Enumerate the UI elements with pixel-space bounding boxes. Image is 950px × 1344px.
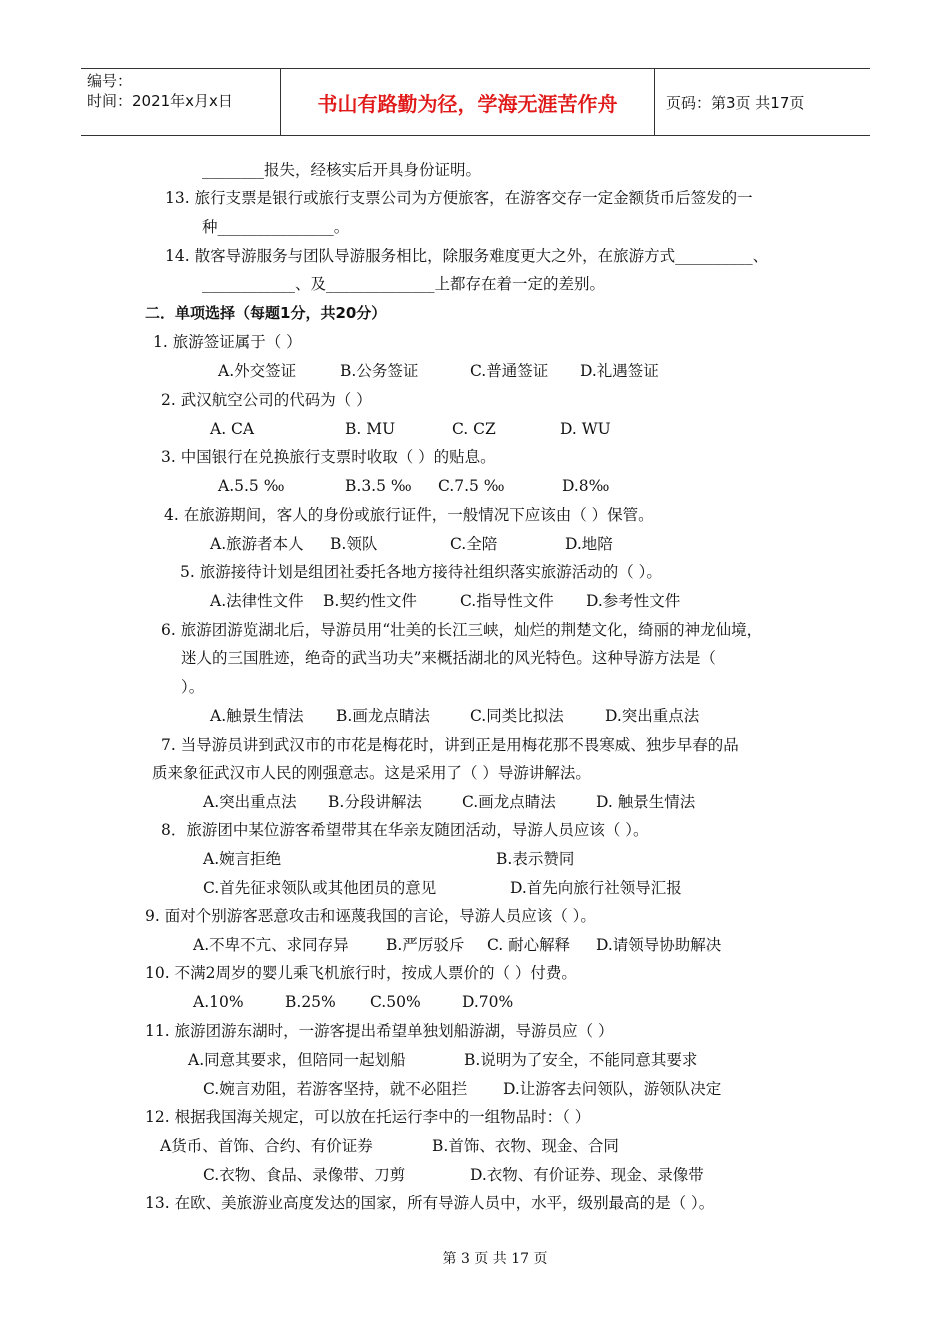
option: D. 触景生情法 — [596, 793, 696, 811]
question-stem: 10. 不满2周岁的婴儿乘飞机旅行时，按成人票价的（ ）付费。 — [145, 964, 577, 982]
header-page-info: 页码：第3页 共17页 — [666, 93, 805, 112]
option: D.突出重点法 — [605, 707, 700, 725]
option: C.7.5 ‰ — [438, 477, 505, 495]
option: A.同意其要求，但陪同一起划船 — [188, 1051, 406, 1069]
option: B.表示赞同 — [496, 850, 575, 868]
page-header — [81, 68, 870, 136]
question-stem: 3. 中国银行在兑换旅行支票时收取（ ）的贴息。 — [161, 448, 496, 466]
option: D.参考性文件 — [586, 592, 681, 610]
option: D.地陪 — [565, 535, 613, 553]
option: A.10% — [193, 993, 244, 1011]
option: D.让游客去问领队，游领队决定 — [503, 1080, 722, 1098]
question-stem: 5. 旅游接待计划是组团社委托各地方接待社组织落实旅游活动的（ ）。 — [180, 563, 662, 581]
option: A.婉言拒绝 — [203, 850, 282, 868]
option: A.触景生情法 — [210, 707, 304, 725]
option: B.公务签证 — [340, 362, 419, 380]
option: A.突出重点法 — [203, 793, 297, 811]
option: A.外交签证 — [218, 362, 297, 380]
question-stem: 质来象征武汉市人民的刚强意志。这是采用了（ ）导游讲解法。 — [152, 764, 591, 782]
option: C.婉言劝阻，若游客坚持，就不必阻拦 — [203, 1080, 468, 1098]
header-motto: 书山有路勤为径，学海无涯苦作舟 — [281, 69, 655, 135]
option: B.首饰、衣物、现金、合同 — [432, 1137, 619, 1155]
section-title: 二．单项选择（每题1分，共20分） — [145, 304, 387, 322]
header-meta — [81, 69, 281, 135]
page-footer: 第 3 页 共 17 页 — [442, 1251, 548, 1267]
option: B.领队 — [330, 535, 378, 553]
option: D.衣物、有价证券、现金、录像带 — [470, 1166, 704, 1184]
option: B.严厉驳斥 — [386, 936, 465, 954]
question-stem: 13. 在欧、美旅游业高度发达的国家，所有导游人员中，水平，级别最高的是（ ）。 — [145, 1194, 715, 1212]
option: B.25% — [285, 993, 336, 1011]
option: C.普通签证 — [470, 362, 549, 380]
option: B.契约性文件 — [323, 592, 417, 610]
option: C.同类比拟法 — [470, 707, 564, 725]
option: D.70% — [462, 993, 514, 1011]
q13-fill-line2: 种_______________。 — [202, 218, 350, 236]
option: B.分段讲解法 — [328, 793, 422, 811]
question-stem: 2. 武汉航空公司的代码为（ ） — [161, 391, 372, 409]
option: C. 耐心解释 — [487, 936, 571, 954]
q13-fill-line1: 13. 旅行支票是银行或旅行支票公司为方便旅客，在游客交存一定金额货币后签发的一 — [165, 189, 753, 207]
option: D.首先向旅行社领导汇报 — [510, 879, 682, 897]
question-stem: 7. 当导游员讲到武汉市的市花是梅花时，讲到正是用梅花那不畏寒威、独步早春的品 — [161, 736, 739, 754]
q14-fill-line2: ____________、及______________上都存在着一定的差别。 — [202, 275, 606, 293]
question-stem: ）。 — [181, 678, 205, 696]
option: A货币、首饰、合约、有价证券 — [160, 1137, 373, 1155]
header-date-label: 时间：2021年x月x日 — [87, 92, 233, 110]
option: A. CA — [210, 420, 255, 438]
option: C.首先征求领队或其他团员的意见 — [203, 879, 437, 897]
option: B.画龙点睛法 — [336, 707, 430, 725]
question-stem: 1. 旅游签证属于（ ） — [153, 333, 302, 351]
option: A.旅游者本人 — [210, 535, 304, 553]
header-number-label: 编号： — [87, 72, 133, 90]
q14-fill-line1: 14. 散客导游服务与团队导游服务相比，除服务难度更大之外，在旅游方式__________、 — [165, 247, 769, 265]
option: C. CZ — [452, 420, 496, 438]
option: A.法律性文件 — [210, 592, 304, 610]
question-stem: 12. 根据我国海关规定，可以放在托运行李中的一组物品时：（ ） — [145, 1108, 591, 1126]
question-stem: 11. 旅游团游东湖时，一游客提出希望单独划船游湖，导游员应（ ） — [145, 1022, 614, 1040]
option: C.衣物、食品、录像带、刀剪 — [203, 1166, 406, 1184]
question-stem: 8．旅游团中某位游客希望带其在华亲友随团活动，导游人员应该（ ）。 — [161, 821, 649, 839]
option: D.礼遇签证 — [580, 362, 659, 380]
option: B.说明为了安全，不能同意其要求 — [464, 1051, 698, 1069]
question-stem: 6. 旅游团游览湖北后，导游员用“壮美的长江三峡，灿烂的荆楚文化，绮丽的神龙仙境， — [161, 621, 763, 639]
option: B. MU — [345, 420, 396, 438]
option: D. WU — [560, 420, 611, 438]
question-stem: 4. 在旅游期间，客人的身份或旅行证件，一般情况下应该由（ ）保管。 — [164, 506, 654, 524]
option: D.8‰ — [562, 477, 610, 495]
option: A.不卑不亢、求同存异 — [193, 936, 349, 954]
question-stem: 9. 面对个别游客恶意攻击和诬蔑我国的言论，导游人员应该（ ）。 — [145, 907, 596, 925]
fill-in-line-top: ________报失，经核实后开具身份证明。 — [202, 161, 482, 179]
option: C.50% — [370, 993, 421, 1011]
option: C.画龙点睛法 — [462, 793, 556, 811]
option: A.5.5 ‰ — [218, 477, 285, 495]
question-stem: 迷人的三国胜迹，绝奇的武当功夫”来概括湖北的风光特色。这种导游方法是（ — [181, 649, 716, 667]
option: B.3.5 ‰ — [345, 477, 412, 495]
option: D.请领导协助解决 — [596, 936, 722, 954]
option: C.全陪 — [450, 535, 498, 553]
option: C.指导性文件 — [460, 592, 554, 610]
